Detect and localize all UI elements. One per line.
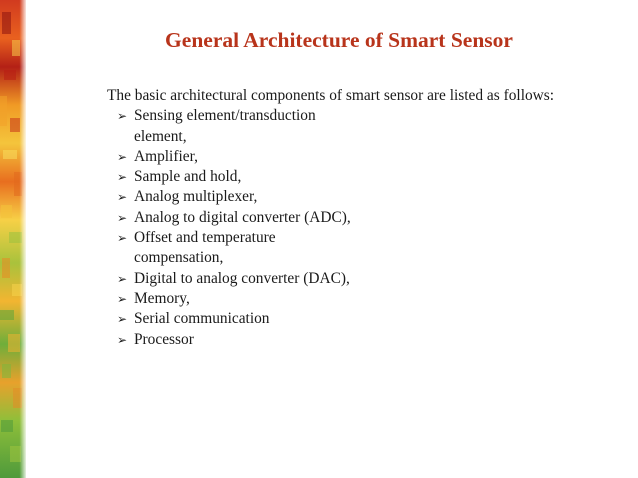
list-item-text: Analog to digital converter (ADC), <box>134 208 351 226</box>
arrow-bullet-icon: ➢ <box>117 332 128 347</box>
arrow-bullet-icon: ➢ <box>117 190 128 205</box>
heatmap-texture-image <box>0 0 26 478</box>
list-item-text: Analog multiplexer, <box>134 188 258 206</box>
list-item <box>117 106 344 147</box>
arrow-bullet-icon: ➢ <box>117 291 128 306</box>
list-item-text: Digital to analog converter (DAC), <box>134 269 350 287</box>
list-item-text: Sensing element/transduction element, <box>134 107 316 145</box>
list-item-text: Offset and temperature compensation, <box>134 229 276 267</box>
list-item-text: Sample and hold, <box>134 168 242 186</box>
list-item <box>117 269 557 289</box>
list-item <box>117 309 557 329</box>
list-item <box>117 330 557 350</box>
list-item <box>117 208 557 228</box>
slide-body <box>107 86 557 350</box>
list-item-text: Memory, <box>134 289 190 307</box>
list-item <box>117 228 344 269</box>
component-list <box>107 106 557 350</box>
arrow-bullet-icon: ➢ <box>117 231 128 246</box>
list-item-text: Amplifier, <box>134 147 198 165</box>
list-item <box>117 167 557 187</box>
arrow-bullet-icon: ➢ <box>117 170 128 185</box>
list-item-text: Processor <box>134 330 194 348</box>
list-item <box>117 147 557 167</box>
decorative-heatmap-strip <box>0 0 26 478</box>
arrow-bullet-icon: ➢ <box>117 312 128 327</box>
list-item <box>117 289 557 309</box>
arrow-bullet-icon: ➢ <box>117 271 128 286</box>
arrow-bullet-icon: ➢ <box>117 149 128 164</box>
slide-title: General Architecture of Smart Sensor <box>165 28 513 52</box>
list-item-text: Serial communication <box>134 310 270 328</box>
arrow-bullet-icon: ➢ <box>117 210 128 225</box>
intro-text: The basic architectural components of smart sensor are listed as follows: <box>107 87 555 104</box>
list-item <box>117 187 557 207</box>
arrow-bullet-icon: ➢ <box>117 109 128 124</box>
